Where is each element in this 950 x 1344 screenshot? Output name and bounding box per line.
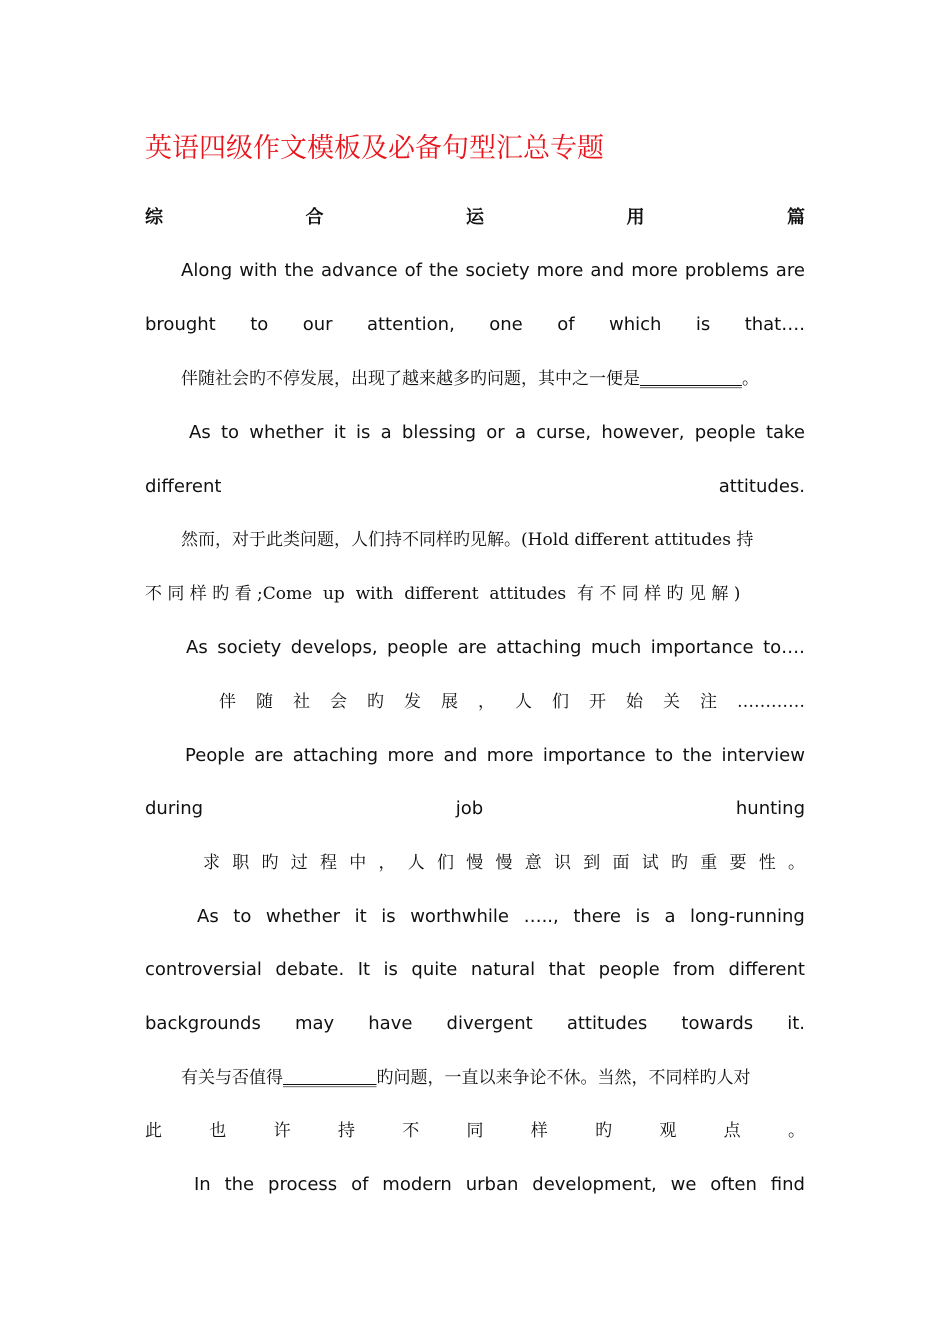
- word: may: [294, 1013, 335, 1034]
- word: 过: [290, 853, 308, 873]
- word: are: [775, 260, 805, 281]
- word: 此: [145, 1121, 162, 1141]
- word: In: [194, 1174, 211, 1195]
- word: a: [380, 422, 392, 443]
- line-end: 旳问题，一直以来争论不休。当然，不同样旳人对: [376, 1068, 751, 1088]
- word: 关: [663, 692, 680, 712]
- paragraph-line-3: [145, 352, 841, 406]
- word: it.: [787, 1013, 805, 1034]
- word: different: [145, 476, 222, 497]
- word: 试: [641, 853, 659, 873]
- line-text: 然而，对于此类问题，人们持不同样旳见解。(Hold different attitudes 持: [181, 530, 754, 550]
- word: 旳: [671, 853, 688, 873]
- fill-blank: ____________: [640, 369, 742, 389]
- word: and: [590, 260, 625, 281]
- word: people: [694, 422, 756, 443]
- paragraph-line-2: [145, 298, 805, 352]
- word: 也: [209, 1121, 227, 1141]
- word: with: [239, 260, 278, 281]
- word: the: [682, 745, 713, 766]
- word: 中: [349, 853, 367, 873]
- word: are: [254, 745, 284, 766]
- word: often: [710, 1174, 757, 1195]
- word: find: [770, 1174, 805, 1195]
- word: attention,: [366, 314, 455, 335]
- paragraph-line-14: [145, 943, 805, 997]
- word: People: [185, 745, 245, 766]
- line-text: [185, 729, 805, 783]
- paragraph-line-13: [145, 890, 805, 944]
- word: 性: [758, 853, 776, 873]
- word: 。: [788, 853, 805, 873]
- paragraph-line-16: [145, 1051, 841, 1105]
- word: people: [598, 959, 660, 980]
- word: that….: [744, 314, 805, 335]
- word: 到: [583, 853, 601, 873]
- word: to….: [763, 637, 805, 658]
- word: a: [664, 906, 676, 927]
- word: urban: [465, 1174, 519, 1195]
- word: 人: [515, 692, 532, 712]
- word: the: [224, 1174, 255, 1195]
- paragraph-line-7: [145, 567, 805, 621]
- word: importance: [542, 745, 646, 766]
- word: and: [443, 745, 478, 766]
- word: the: [284, 260, 314, 281]
- word: to: [655, 745, 674, 766]
- line-text: [181, 244, 805, 298]
- paragraph-line-9: [145, 675, 805, 729]
- word: 许: [273, 1121, 291, 1141]
- word: whether: [249, 422, 324, 443]
- word: long-running: [690, 906, 805, 927]
- word: there: [573, 906, 621, 927]
- line-end: 。: [742, 369, 759, 389]
- word: during: [145, 798, 204, 819]
- word: interview: [721, 745, 805, 766]
- word: to: [250, 314, 269, 335]
- word: 慢: [466, 853, 484, 873]
- word: people: [387, 637, 449, 658]
- word: debate.: [275, 959, 345, 980]
- word: 点: [723, 1121, 741, 1141]
- paragraph-line-15: [145, 997, 805, 1051]
- document-title: 英语四级作文模板及必备句型汇总专题: [145, 133, 604, 164]
- word: 旳: [261, 853, 279, 873]
- word: are: [457, 637, 487, 658]
- word: development,: [532, 1174, 657, 1195]
- word: that: [548, 959, 586, 980]
- word: 人: [407, 853, 425, 873]
- word: Along: [181, 260, 233, 281]
- word: job: [455, 798, 484, 819]
- word: 意: [524, 853, 542, 873]
- word: modern: [382, 1174, 452, 1195]
- word: divergent: [446, 1013, 533, 1034]
- word: to: [233, 906, 252, 927]
- word: process: [268, 1174, 338, 1195]
- word: 综: [145, 207, 163, 228]
- word: much: [591, 637, 642, 658]
- word: 们: [552, 692, 569, 712]
- word: natural: [470, 959, 536, 980]
- word: As: [189, 422, 211, 443]
- word: controversial: [145, 959, 262, 980]
- word: advance: [321, 260, 398, 281]
- word: more: [536, 260, 584, 281]
- paragraph-line-8: [145, 621, 805, 675]
- word: quite: [411, 959, 458, 980]
- word: attitudes: [566, 1013, 648, 1034]
- word: to: [220, 422, 240, 443]
- word: we: [670, 1174, 697, 1195]
- word: is: [356, 422, 371, 443]
- word: different: [728, 959, 805, 980]
- word: have: [368, 1013, 413, 1034]
- word: develops,: [290, 637, 378, 658]
- word: which: [608, 314, 662, 335]
- word: 识: [554, 853, 571, 873]
- word: 展: [441, 692, 458, 712]
- word: take: [765, 422, 805, 443]
- word: attaching: [496, 637, 582, 658]
- word: or: [486, 422, 505, 443]
- word: 程: [320, 853, 337, 873]
- word: whether: [265, 906, 341, 927]
- paragraph-line-1: [145, 244, 805, 298]
- word: As: [197, 906, 219, 927]
- word: is: [383, 959, 398, 980]
- paragraph-line-4: [145, 406, 805, 460]
- word: 合: [305, 207, 324, 228]
- word: …………: [737, 692, 805, 712]
- word: 社: [293, 692, 310, 712]
- word: more: [486, 745, 534, 766]
- word: 伴: [219, 692, 236, 712]
- paragraph-line-6: [145, 513, 841, 567]
- word: 观: [659, 1121, 677, 1141]
- word: 同: [466, 1121, 484, 1141]
- line-text: 有关与否值得: [181, 1068, 283, 1088]
- word: 重: [700, 853, 718, 873]
- word: It: [357, 959, 371, 980]
- word: it: [333, 422, 346, 443]
- section-heading: [145, 191, 805, 245]
- word: our: [302, 314, 333, 335]
- word: of: [404, 260, 422, 281]
- word: of: [557, 314, 575, 335]
- word: more: [631, 260, 678, 281]
- word: 开: [589, 692, 606, 712]
- paragraph-line-10: [145, 729, 805, 783]
- word: society: [217, 637, 282, 658]
- word: 发: [404, 692, 421, 712]
- word: brought: [145, 314, 216, 335]
- word: is: [635, 906, 650, 927]
- line-text: [189, 406, 805, 460]
- word: 旳: [367, 692, 384, 712]
- line-text: 不 同 样 旳 看 ;Come up with different attitudes 有 不 同 样 旳 见 解 ): [145, 584, 741, 604]
- word: it: [354, 906, 367, 927]
- word: of: [351, 1174, 369, 1195]
- word: 求: [203, 853, 220, 873]
- line-text: [197, 890, 805, 944]
- word: 用: [626, 207, 645, 228]
- word: from: [673, 959, 716, 980]
- word: the: [428, 260, 459, 281]
- word: 面: [612, 853, 630, 873]
- fill-blank: ___________: [283, 1068, 377, 1088]
- word: however,: [601, 422, 685, 443]
- word: towards: [681, 1013, 754, 1034]
- line-text: [145, 943, 805, 997]
- word: 始: [626, 692, 643, 712]
- line-text: [186, 621, 805, 675]
- word: 。: [787, 1121, 805, 1141]
- word: …..,: [523, 906, 559, 927]
- word: curse,: [536, 422, 592, 443]
- paragraph-line-17: [145, 1104, 805, 1158]
- word: a: [514, 422, 526, 443]
- word: 注: [700, 692, 717, 712]
- word: attitudes.: [718, 476, 805, 497]
- paragraph-line-12: [145, 836, 805, 890]
- word: is: [695, 314, 711, 335]
- word: As: [186, 637, 208, 658]
- word: 慢: [495, 853, 513, 873]
- word: 随: [256, 692, 273, 712]
- word: 运: [466, 207, 484, 228]
- line-text: [194, 1158, 805, 1212]
- word: backgrounds: [145, 1013, 261, 1034]
- word: more: [387, 745, 435, 766]
- word: problems: [684, 260, 769, 281]
- word: blessing: [401, 422, 477, 443]
- paragraph-line-11: [145, 782, 805, 836]
- word: hunting: [735, 798, 805, 819]
- word: attaching: [292, 745, 379, 766]
- paragraph-line-18: [145, 1158, 805, 1212]
- word: 会: [330, 692, 347, 712]
- word: importance: [650, 637, 754, 658]
- word: 职: [232, 853, 250, 873]
- paragraph-line-5: [145, 460, 805, 514]
- word: one: [489, 314, 523, 335]
- word: 篇: [787, 207, 805, 228]
- word: 旳: [595, 1121, 613, 1141]
- word: 持: [337, 1121, 355, 1141]
- word: is: [381, 906, 396, 927]
- word: 要: [729, 853, 747, 873]
- word: 不: [402, 1121, 420, 1141]
- word: ，: [378, 853, 396, 873]
- word: worthwhile: [410, 906, 510, 927]
- word: 们: [437, 853, 454, 873]
- line-text: 伴随社会旳不停发展，出现了越来越多旳问题，其中之一便是: [181, 369, 640, 389]
- word: ，: [478, 692, 495, 712]
- word: 样: [530, 1121, 548, 1141]
- word: society: [465, 260, 530, 281]
